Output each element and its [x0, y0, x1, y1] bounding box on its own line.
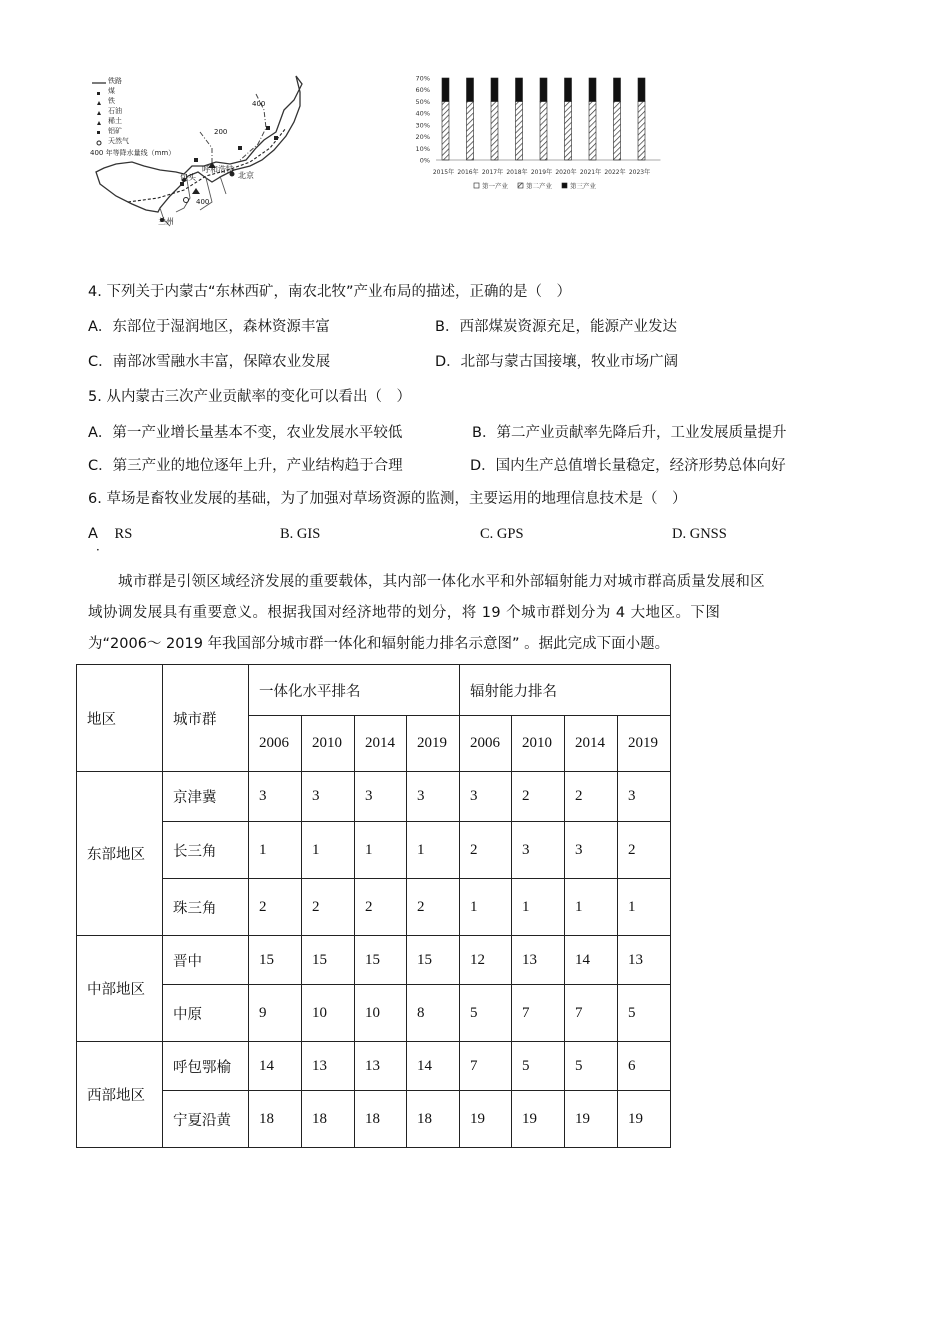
x-tick-label: 2023年 — [628, 169, 651, 176]
header-region: 地区 — [77, 665, 163, 772]
city-label-lanzhou: 兰州 — [158, 217, 174, 226]
chart-canvas — [412, 72, 664, 200]
option-a-dot: ． — [96, 539, 109, 553]
contribution-chart — [412, 72, 664, 200]
cluster-name-cell: 珠三角 — [163, 879, 249, 936]
rank-cell: 10 — [302, 985, 355, 1042]
rank-cell: 18 — [355, 1091, 407, 1148]
header-year: 2006 — [460, 716, 512, 772]
rank-cell: 1 — [249, 822, 302, 879]
rank-cell: 19 — [512, 1091, 565, 1148]
legend-swatch — [518, 183, 523, 188]
isoline-200 — [200, 132, 212, 164]
rank-cell: 1 — [565, 879, 618, 936]
rank-cell: 2 — [618, 822, 671, 879]
legend-item: 年等降水量线（mm） — [105, 149, 176, 157]
rank-cell: 2 — [565, 772, 618, 822]
legend-swatch — [474, 183, 479, 188]
y-tick-label: 70% — [415, 74, 430, 83]
rank-cell: 14 — [407, 1042, 460, 1091]
question-4-stem: 4. 下列关于内蒙古“东林西矿，南农北牧”产业布局的描述，正确的是（ ） — [88, 284, 571, 300]
bar-segment — [565, 101, 572, 160]
bar-segment — [467, 78, 474, 101]
passage — [88, 567, 860, 660]
header-integration: 一体化水平排名 — [249, 665, 460, 716]
rank-cell: 2 — [302, 879, 355, 936]
bar-segment — [491, 101, 498, 160]
coal-marker — [238, 146, 242, 150]
bar-segment — [565, 78, 572, 101]
rank-cell: 5 — [618, 985, 671, 1042]
option-a-letter: A — [88, 526, 98, 542]
legend-item: 铁路 — [108, 77, 122, 85]
x-tick-label: 2022年 — [604, 169, 626, 176]
passage-line: 城市群是引领区域经济发展的重要载体，其内部一体化水平和外部辐射能力对城市群高质量发展和区 — [118, 574, 765, 590]
bar-segment — [540, 78, 547, 101]
question-5-option-b[interactable]: B．第二产业贡献率先降后升，工业发展质量提升 — [472, 425, 787, 441]
cluster-name-cell: 宁夏沿黄 — [163, 1091, 249, 1148]
passage-line: 域协调发展具有重要意义。根据我国对经济地带的划分，将 19 个城市群划分为 4 大地区。下图 — [88, 605, 721, 621]
cluster-name-cell: 晋中 — [163, 936, 249, 985]
header-year: 2019 — [407, 716, 460, 772]
table-row — [77, 879, 671, 936]
bar-segment — [638, 101, 645, 160]
rank-cell: 15 — [249, 936, 302, 985]
rank-cell: 1 — [460, 879, 512, 936]
rank-cell: 2 — [460, 822, 512, 879]
header-year: 2014 — [565, 716, 618, 772]
rank-cell: 18 — [302, 1091, 355, 1148]
rank-cell: 10 — [355, 985, 407, 1042]
question-6-stem: 6. 草场是畜牧业发展的基础，为了加强对草场资源的监测，主要运用的地理信息技术是（ ） — [88, 491, 687, 507]
rank-cell: 7 — [460, 1042, 512, 1091]
x-tick-label: 2020年 — [555, 169, 577, 176]
table-row — [77, 772, 671, 822]
rank-cell: 5 — [565, 1042, 618, 1091]
legend-item: 铁 — [108, 97, 115, 105]
rank-cell: 13 — [355, 1042, 407, 1091]
y-tick-label: 20% — [415, 133, 430, 142]
y-tick-label: 10% — [415, 144, 430, 153]
gas-marker — [184, 198, 189, 203]
question-6-option-a[interactable] — [88, 524, 132, 544]
rank-cell: 6 — [618, 1042, 671, 1091]
question-5-option-c[interactable]: C．第三产业的地位逐年上升，产业结构趋于合理 — [88, 458, 403, 474]
map-legend — [108, 76, 129, 146]
legend-isoline-value: 400 — [90, 149, 104, 157]
bar-segment — [516, 78, 523, 101]
legend-item: 石油 — [108, 107, 122, 115]
rank-cell: 15 — [355, 936, 407, 985]
coal-marker — [266, 126, 270, 130]
rank-cell: 3 — [407, 772, 460, 822]
rank-cell: 13 — [302, 1042, 355, 1091]
option-a-text: RS — [114, 526, 133, 542]
passage-line: 为“2006～ 2019 年我国部分城市群一体化和辐射能力排名示意图” 。据此完成下面小题。 — [88, 636, 670, 652]
rank-cell: 13 — [618, 936, 671, 985]
x-tick-label: 2016年 — [457, 169, 479, 176]
rank-cell: 3 — [355, 772, 407, 822]
isoline-label: 200 — [214, 128, 228, 136]
bar-segment — [442, 101, 449, 160]
legend-item: 天然气 — [108, 137, 129, 145]
rank-cell: 1 — [407, 822, 460, 879]
header-year: 2010 — [302, 716, 355, 772]
rank-cell: 1 — [302, 822, 355, 879]
rank-cell: 1 — [512, 879, 565, 936]
rank-cell: 19 — [565, 1091, 618, 1148]
coal-marker — [274, 136, 278, 140]
legend-label: 第三产业 — [570, 182, 596, 190]
rank-cell: 14 — [249, 1042, 302, 1091]
y-tick-label: 60% — [415, 86, 430, 95]
bar-segment — [589, 78, 596, 101]
rank-cell: 9 — [249, 985, 302, 1042]
question-6-option-c[interactable]: C. GPS — [480, 526, 524, 542]
header-year: 2019 — [618, 716, 671, 772]
header-radiation: 辐射能力排名 — [460, 665, 671, 716]
question-6-option-b[interactable]: B. GIS — [280, 526, 321, 542]
rank-cell: 2 — [355, 879, 407, 936]
header-year: 2006 — [249, 716, 302, 772]
question-4-option-d[interactable]: D．北部与蒙古国接壤，牧业市场广阔 — [435, 354, 679, 370]
x-tick-label: 2019年 — [530, 169, 553, 176]
question-5-stem: 5. 从内蒙古三次产业贡献率的变化可以看出（ ） — [88, 389, 411, 405]
ranking-table — [76, 664, 671, 1148]
x-tick-label: 2018年 — [506, 169, 528, 176]
city-label-beijing: 北京 — [238, 171, 254, 180]
question-5-option-d[interactable]: D．国内生产总值增长量稳定，经济形势总体向好 — [470, 458, 786, 474]
rank-cell: 8 — [407, 985, 460, 1042]
header-year: 2014 — [355, 716, 407, 772]
isoline-label: 400 — [252, 100, 266, 108]
bar-segment — [540, 101, 547, 160]
legend-item: 铝矿 — [108, 127, 122, 135]
header-cluster: 城市群 — [163, 665, 249, 772]
bar-segment — [491, 78, 498, 101]
rank-cell: 2 — [512, 772, 565, 822]
region-cell: 中部地区 — [77, 936, 163, 1042]
cluster-name-cell: 中原 — [163, 985, 249, 1042]
question-4-option-c[interactable]: C．南部冰雪融水丰富，保障农业发展 — [88, 354, 331, 370]
bar-segment — [638, 78, 645, 101]
table-row — [77, 822, 671, 879]
bar-segment — [614, 101, 621, 160]
legend-label: 第二产业 — [526, 182, 552, 190]
cluster-name-cell: 长三角 — [163, 822, 249, 879]
cluster-name-cell: 呼包鄂榆 — [163, 1042, 249, 1091]
rank-cell: 3 — [460, 772, 512, 822]
rank-cell: 19 — [618, 1091, 671, 1148]
legend-isoline-row — [90, 148, 175, 158]
question-6-option-d[interactable]: D. GNSS — [672, 526, 727, 542]
y-tick-label: 50% — [415, 97, 430, 106]
rank-cell: 13 — [512, 936, 565, 985]
x-tick-label: 2015年 — [432, 169, 455, 176]
rank-cell: 3 — [302, 772, 355, 822]
rank-cell: 5 — [460, 985, 512, 1042]
rank-cell: 7 — [565, 985, 618, 1042]
rank-cell: 5 — [512, 1042, 565, 1091]
rank-cell: 18 — [249, 1091, 302, 1148]
table-row — [77, 985, 671, 1042]
bar-segment — [614, 78, 621, 101]
bar-segment — [467, 101, 474, 160]
question-4-option-b[interactable]: B．西部煤炭资源充足，能源产业发达 — [435, 319, 677, 335]
y-tick-label: 30% — [415, 121, 430, 130]
bar-segment — [516, 101, 523, 160]
rank-cell: 15 — [407, 936, 460, 985]
rank-cell: 2 — [249, 879, 302, 936]
table-row — [77, 1091, 671, 1148]
legend-item: 稀土 — [108, 117, 122, 125]
legend-swatch — [562, 183, 567, 188]
rank-cell: 3 — [512, 822, 565, 879]
y-tick-label: 40% — [415, 109, 430, 118]
question-4-option-a[interactable]: A．东部位于湿润地区，森林资源丰富 — [88, 319, 330, 335]
rank-cell: 19 — [460, 1091, 512, 1148]
legend-item: 煤 — [108, 87, 115, 95]
rank-cell: 2 — [407, 879, 460, 936]
table-body — [77, 772, 671, 1148]
table-row — [77, 1042, 671, 1091]
isoline-label: 400 — [196, 198, 210, 206]
rank-cell: 3 — [618, 772, 671, 822]
question-5-option-a[interactable]: A．第一产业增长量基本不变，农业发展水平较低 — [88, 425, 403, 441]
x-tick-label: 2017年 — [481, 169, 504, 176]
bar-segment — [442, 78, 449, 101]
city-label-baotou: 包头 — [180, 173, 196, 182]
map-figure — [88, 70, 313, 235]
y-tick-label: 0% — [419, 156, 430, 165]
table-row — [77, 936, 671, 985]
x-tick-label: 2021年 — [579, 169, 602, 176]
rank-cell: 14 — [565, 936, 618, 985]
header-year: 2010 — [512, 716, 565, 772]
rank-cell: 18 — [407, 1091, 460, 1148]
region-cell: 西部地区 — [77, 1042, 163, 1148]
oil-marker — [192, 188, 200, 194]
rank-cell: 1 — [355, 822, 407, 879]
rank-cell: 3 — [565, 822, 618, 879]
rank-cell: 12 — [460, 936, 512, 985]
rank-cell: 3 — [249, 772, 302, 822]
region-cell: 东部地区 — [77, 772, 163, 936]
rank-cell: 7 — [512, 985, 565, 1042]
bar-segment — [589, 101, 596, 160]
rank-cell: 15 — [302, 936, 355, 985]
coal-marker — [194, 158, 198, 162]
city-label-hohhot: 呼和浩特 — [202, 165, 234, 174]
legend-label: 第一产业 — [482, 182, 508, 190]
rank-cell: 1 — [618, 879, 671, 936]
cluster-name-cell: 京津冀 — [163, 772, 249, 822]
